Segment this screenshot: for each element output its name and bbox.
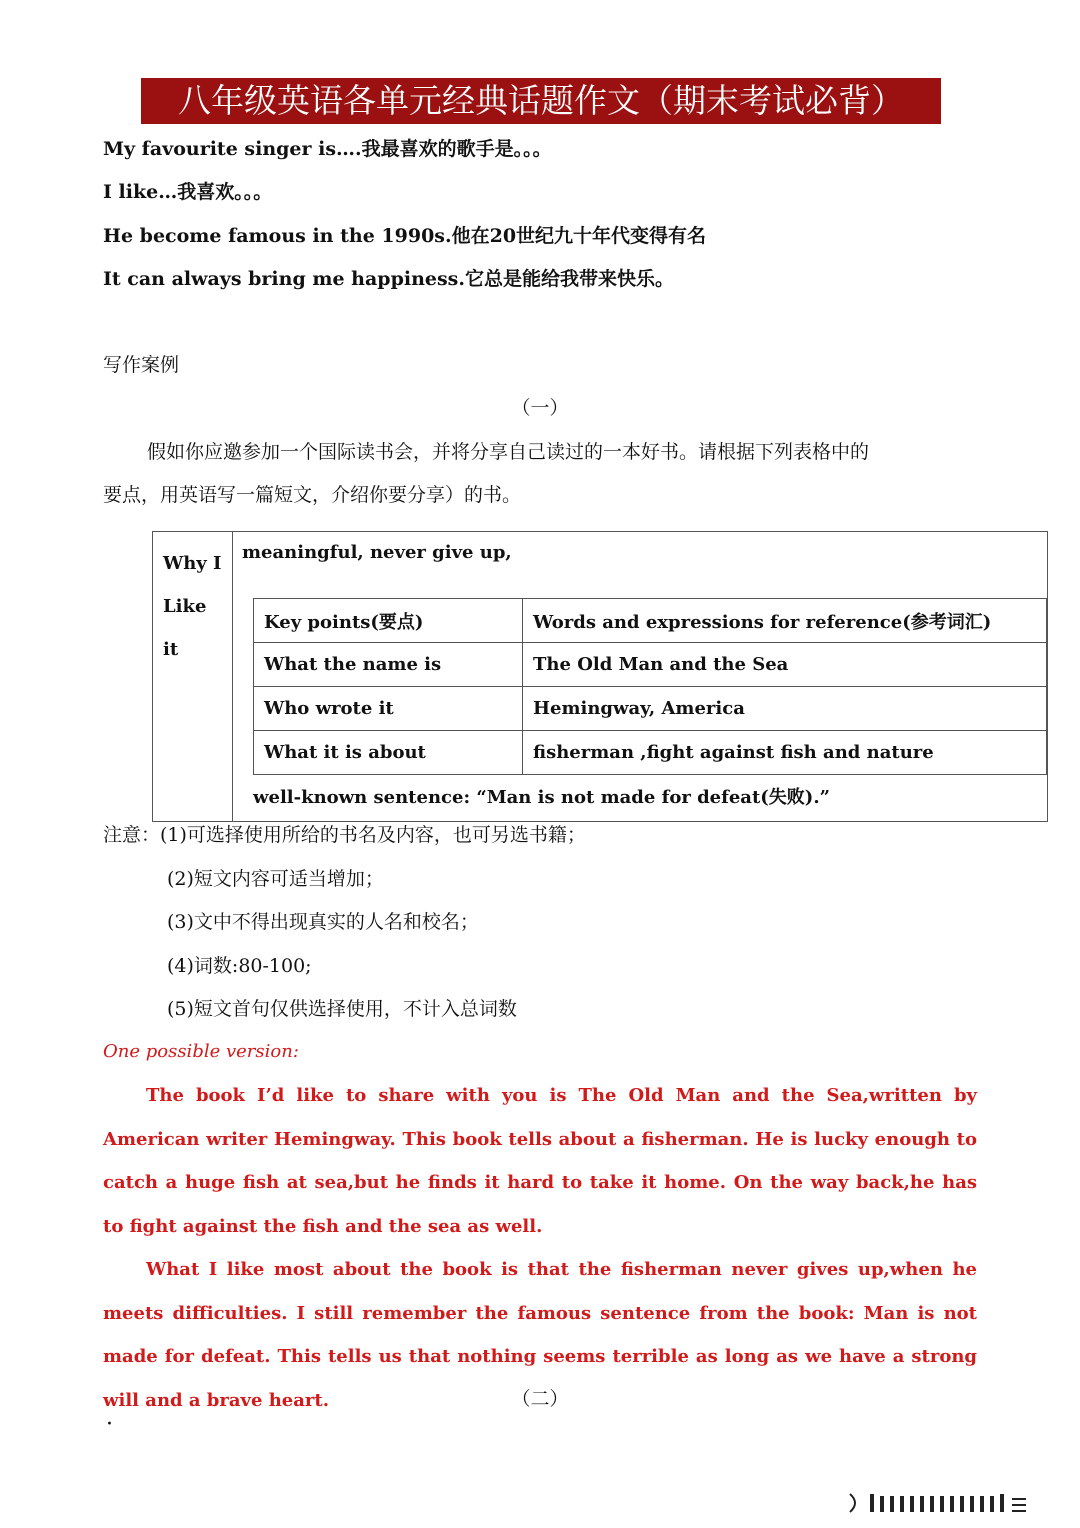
row-value: The Old Man and the Sea (523, 643, 1047, 687)
why-label-line-1: Why I (163, 553, 222, 574)
row-key: What the name is (254, 643, 523, 687)
table-header-row (254, 599, 1047, 643)
well-known-sentence: well-known sentence: “Man is not made for defeat(失败).” (253, 787, 830, 808)
part-one-number: （一） (511, 397, 569, 419)
why-label-cell (153, 532, 233, 822)
row-key: Who wrote it (254, 687, 523, 731)
details-cell (233, 598, 1048, 822)
note-2: (2)短文内容可适当增加； (167, 868, 384, 890)
header-words: Words and expressions for reference(参考词汇) (523, 599, 1047, 643)
note-4: (4)词数:80-100; (167, 955, 312, 977)
why-content-cell (233, 532, 1048, 599)
prompt-line-1: 假如你应邀参加一个国际读书会，并将分享自己读过的一本好书。请根据下列表格中的 (147, 441, 870, 463)
table-row (254, 643, 1047, 687)
phrase-3: He become famous in the 1990s.他在20世纪九十年代变得有名 (103, 225, 707, 247)
note-3: (3)文中不得出现真实的人名和校名； (167, 911, 479, 933)
reference-table (152, 531, 1048, 822)
watermark-logo-icon (836, 1490, 1056, 1516)
phrase-1: My favourite singer is….我最喜欢的歌手是。。。 (103, 138, 552, 160)
key-points-table (253, 598, 1047, 775)
version-label: One possible version: (103, 1041, 299, 1062)
why-label-line-3: it (163, 639, 179, 660)
page-title: 八年级英语各单元经典话题作文（期末考试必背） (141, 78, 941, 124)
prompt-line-2: 要点，用英语写一篇短文，介绍你要分享）的书。 (103, 484, 522, 506)
note-1: 注意：(1)可选择使用所给的书名及内容，也可另选书籍； (103, 824, 586, 846)
table-row (254, 687, 1047, 731)
row-value: fisherman ,fight against fish and nature (523, 731, 1047, 775)
part-two-number: （二） (511, 1388, 569, 1410)
why-content: meaningful, never give up, (242, 542, 512, 563)
table-row (254, 731, 1047, 775)
row-value: Hemingway, America (523, 687, 1047, 731)
header-key-points: Key points(要点) (254, 599, 523, 643)
phrase-2: I like…我喜欢。。。 (103, 181, 273, 203)
essay-paragraph-1: The book I’d like to share with you is The Old Man and the Sea,written by American writer Hemingway. This book tells about a fisherman. He is lucky enough to catch a huge fish at sea,but he finds it hard to take it home. On the way back,he has to fight against the fish and the sea as well. (103, 1085, 977, 1237)
bullet-dot: · (106, 1412, 113, 1437)
essay-paragraph-2: What I like most about the book is that the fisherman never gives up,when he meets difficulties. I still remember the famous sentence from the book: Man is not made for defeat. This tells us that nothing seems terrible as long as we have a strong will and a brave heart. (103, 1259, 977, 1411)
note-5: (5)短文首句仅供选择使用，不计入总词数 (167, 998, 517, 1020)
section-label: 写作案例 (103, 354, 180, 376)
row-key: What it is about (254, 731, 523, 775)
why-label-line-2: Like (163, 596, 207, 617)
phrase-4: It can always bring me happiness.它总是能给我带来快乐。 (103, 268, 674, 290)
